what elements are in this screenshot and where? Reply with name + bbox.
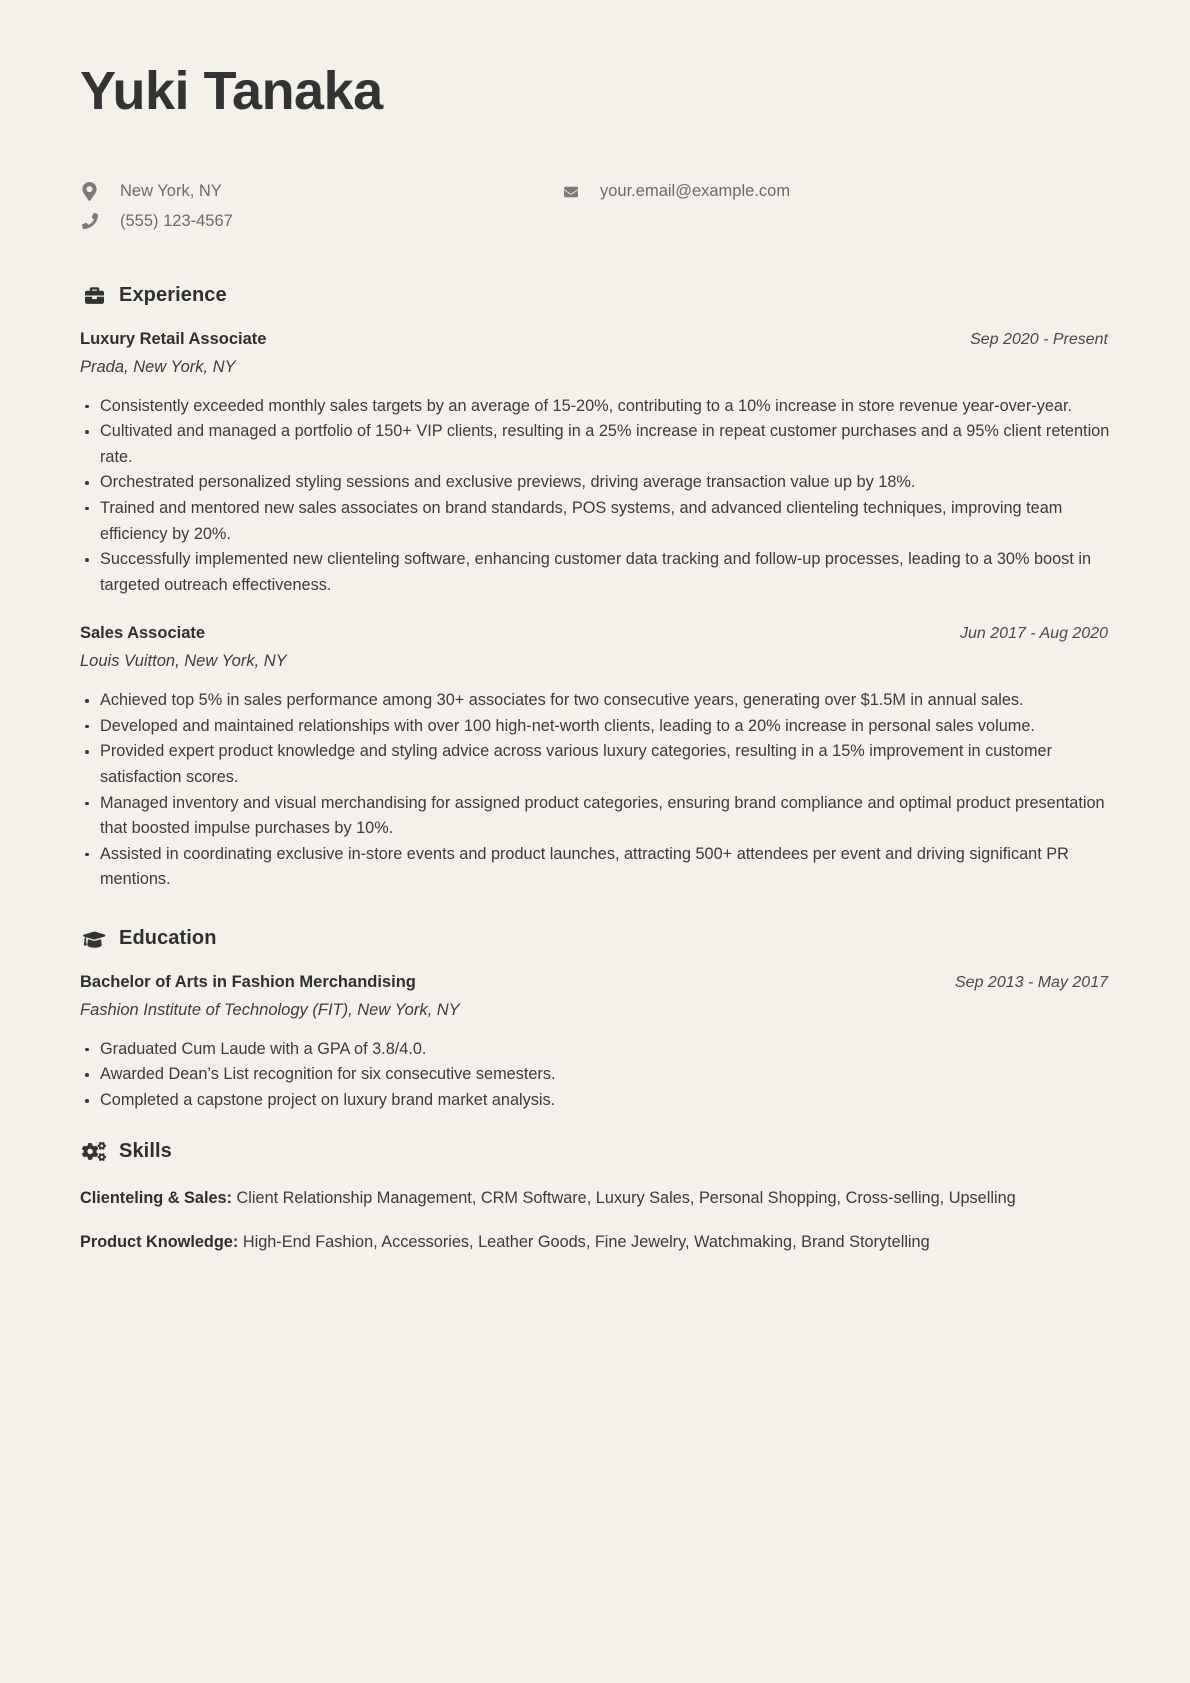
list-item: Successfully implemented new clienteling software, enhancing customer data tracking and follow-up processes, leading to a 30% boost in targeted outreach effectiveness. xyxy=(80,547,1110,598)
school-name: Fashion Institute of Technology (FIT), New York, NY xyxy=(80,1000,460,1019)
contact-phone-text: (555) 123-4567 xyxy=(120,212,233,231)
experience-entry-header xyxy=(80,330,1110,349)
section-title-experience: Experience xyxy=(119,283,227,306)
skill-items: High-End Fashion, Accessories, Leather Goods, Fine Jewelry, Watchmaking, Brand Storytelling xyxy=(238,1232,930,1251)
section-education xyxy=(80,927,1110,1114)
education-entry-header xyxy=(80,973,1110,992)
section-header-skills xyxy=(82,1140,1110,1163)
degree-title: Bachelor of Arts in Fashion Merchandising xyxy=(80,972,416,991)
job-company: Prada, New York, NY xyxy=(80,357,236,376)
section-experience xyxy=(80,284,1110,893)
list-item: Provided expert product knowledge and styling advice across various luxury categories, resulting in a 15% improvement in customer satisfaction scores. xyxy=(80,739,1110,790)
gears-icon xyxy=(82,1141,106,1162)
skill-group xyxy=(80,1186,1110,1211)
list-item: Trained and mentored new sales associates on brand standards, POS systems, and advanced clienteling techniques, improving team efficiency by 20%. xyxy=(80,496,1110,547)
envelope-icon xyxy=(562,185,584,199)
list-item: Achieved top 5% in sales performance among 30+ associates for two consecutive years, generating over $1.5M in annual sales. xyxy=(80,688,1110,714)
contact-email xyxy=(562,181,1110,202)
contact-phone xyxy=(82,211,562,232)
job-title: Sales Associate xyxy=(80,624,206,643)
skill-group xyxy=(80,1230,1110,1255)
skill-category-label: Clienteling & Sales: xyxy=(80,1188,232,1207)
job-date-range: Sep 2020 - Present xyxy=(970,330,1108,348)
experience-entry xyxy=(80,624,1110,893)
job-title: Luxury Retail Associate xyxy=(80,329,267,348)
list-item: Completed a capstone project on luxury brand market analysis. xyxy=(80,1088,1110,1114)
education-bullet-list xyxy=(80,1037,1110,1114)
section-header-experience xyxy=(82,284,1110,307)
job-bullet-list xyxy=(80,688,1110,893)
list-item: Managed inventory and visual merchandising for assigned product categories, ensuring brand compliance and optimal product presentation that boosted impulse purchases by 10%. xyxy=(80,791,1110,842)
contact-email-text: your.email@example.com xyxy=(600,182,791,201)
education-entry xyxy=(80,973,1110,1114)
job-date-range: Jun 2017 - Aug 2020 xyxy=(960,625,1108,643)
list-item: Awarded Dean’s List recognition for six consecutive semesters. xyxy=(80,1062,1110,1088)
skill-category-label: Product Knowledge: xyxy=(80,1232,239,1251)
contact-location xyxy=(82,181,562,202)
list-item: Consistently exceeded monthly sales targets by an average of 15-20%, contributing to a 10% increase in store revenue year-over-year. xyxy=(80,394,1110,420)
list-item: Orchestrated personalized styling sessions and exclusive previews, driving average transaction value up by 18%. xyxy=(80,470,1110,496)
section-title-education: Education xyxy=(119,926,217,949)
job-bullet-list xyxy=(80,394,1110,599)
contact-info xyxy=(82,181,1110,231)
briefcase-icon xyxy=(82,286,106,305)
list-item: Assisted in coordinating exclusive in-store events and product launches, attracting 500+ attendees per event and driving significant PR mentions. xyxy=(80,842,1110,893)
degree-date-range: Sep 2013 - May 2017 xyxy=(955,973,1108,991)
phone-icon xyxy=(82,213,104,229)
section-skills xyxy=(80,1140,1110,1256)
list-item: Graduated Cum Laude with a GPA of 3.8/4.0. xyxy=(80,1037,1110,1063)
graduation-cap-icon xyxy=(82,929,106,948)
job-company: Louis Vuitton, New York, NY xyxy=(80,652,287,671)
skill-items: Client Relationship Management, CRM Software, Luxury Sales, Personal Shopping, Cross-selling, Upselling xyxy=(232,1188,1016,1207)
experience-entry xyxy=(80,330,1110,599)
list-item: Cultivated and managed a portfolio of 150+ VIP clients, resulting in a 25% increase in repeat customer purchases and a 95% client retention rate. xyxy=(80,419,1110,470)
section-title-skills: Skills xyxy=(119,1139,172,1162)
list-item: Developed and maintained relationships with over 100 high-net-worth clients, leading to a 20% increase in personal sales volume. xyxy=(80,714,1110,740)
location-pin-icon xyxy=(82,182,104,201)
contact-location-text: New York, NY xyxy=(120,182,222,201)
experience-entry-header xyxy=(80,624,1110,643)
section-header-education xyxy=(82,927,1110,950)
page-title: Yuki Tanaka xyxy=(80,61,383,121)
